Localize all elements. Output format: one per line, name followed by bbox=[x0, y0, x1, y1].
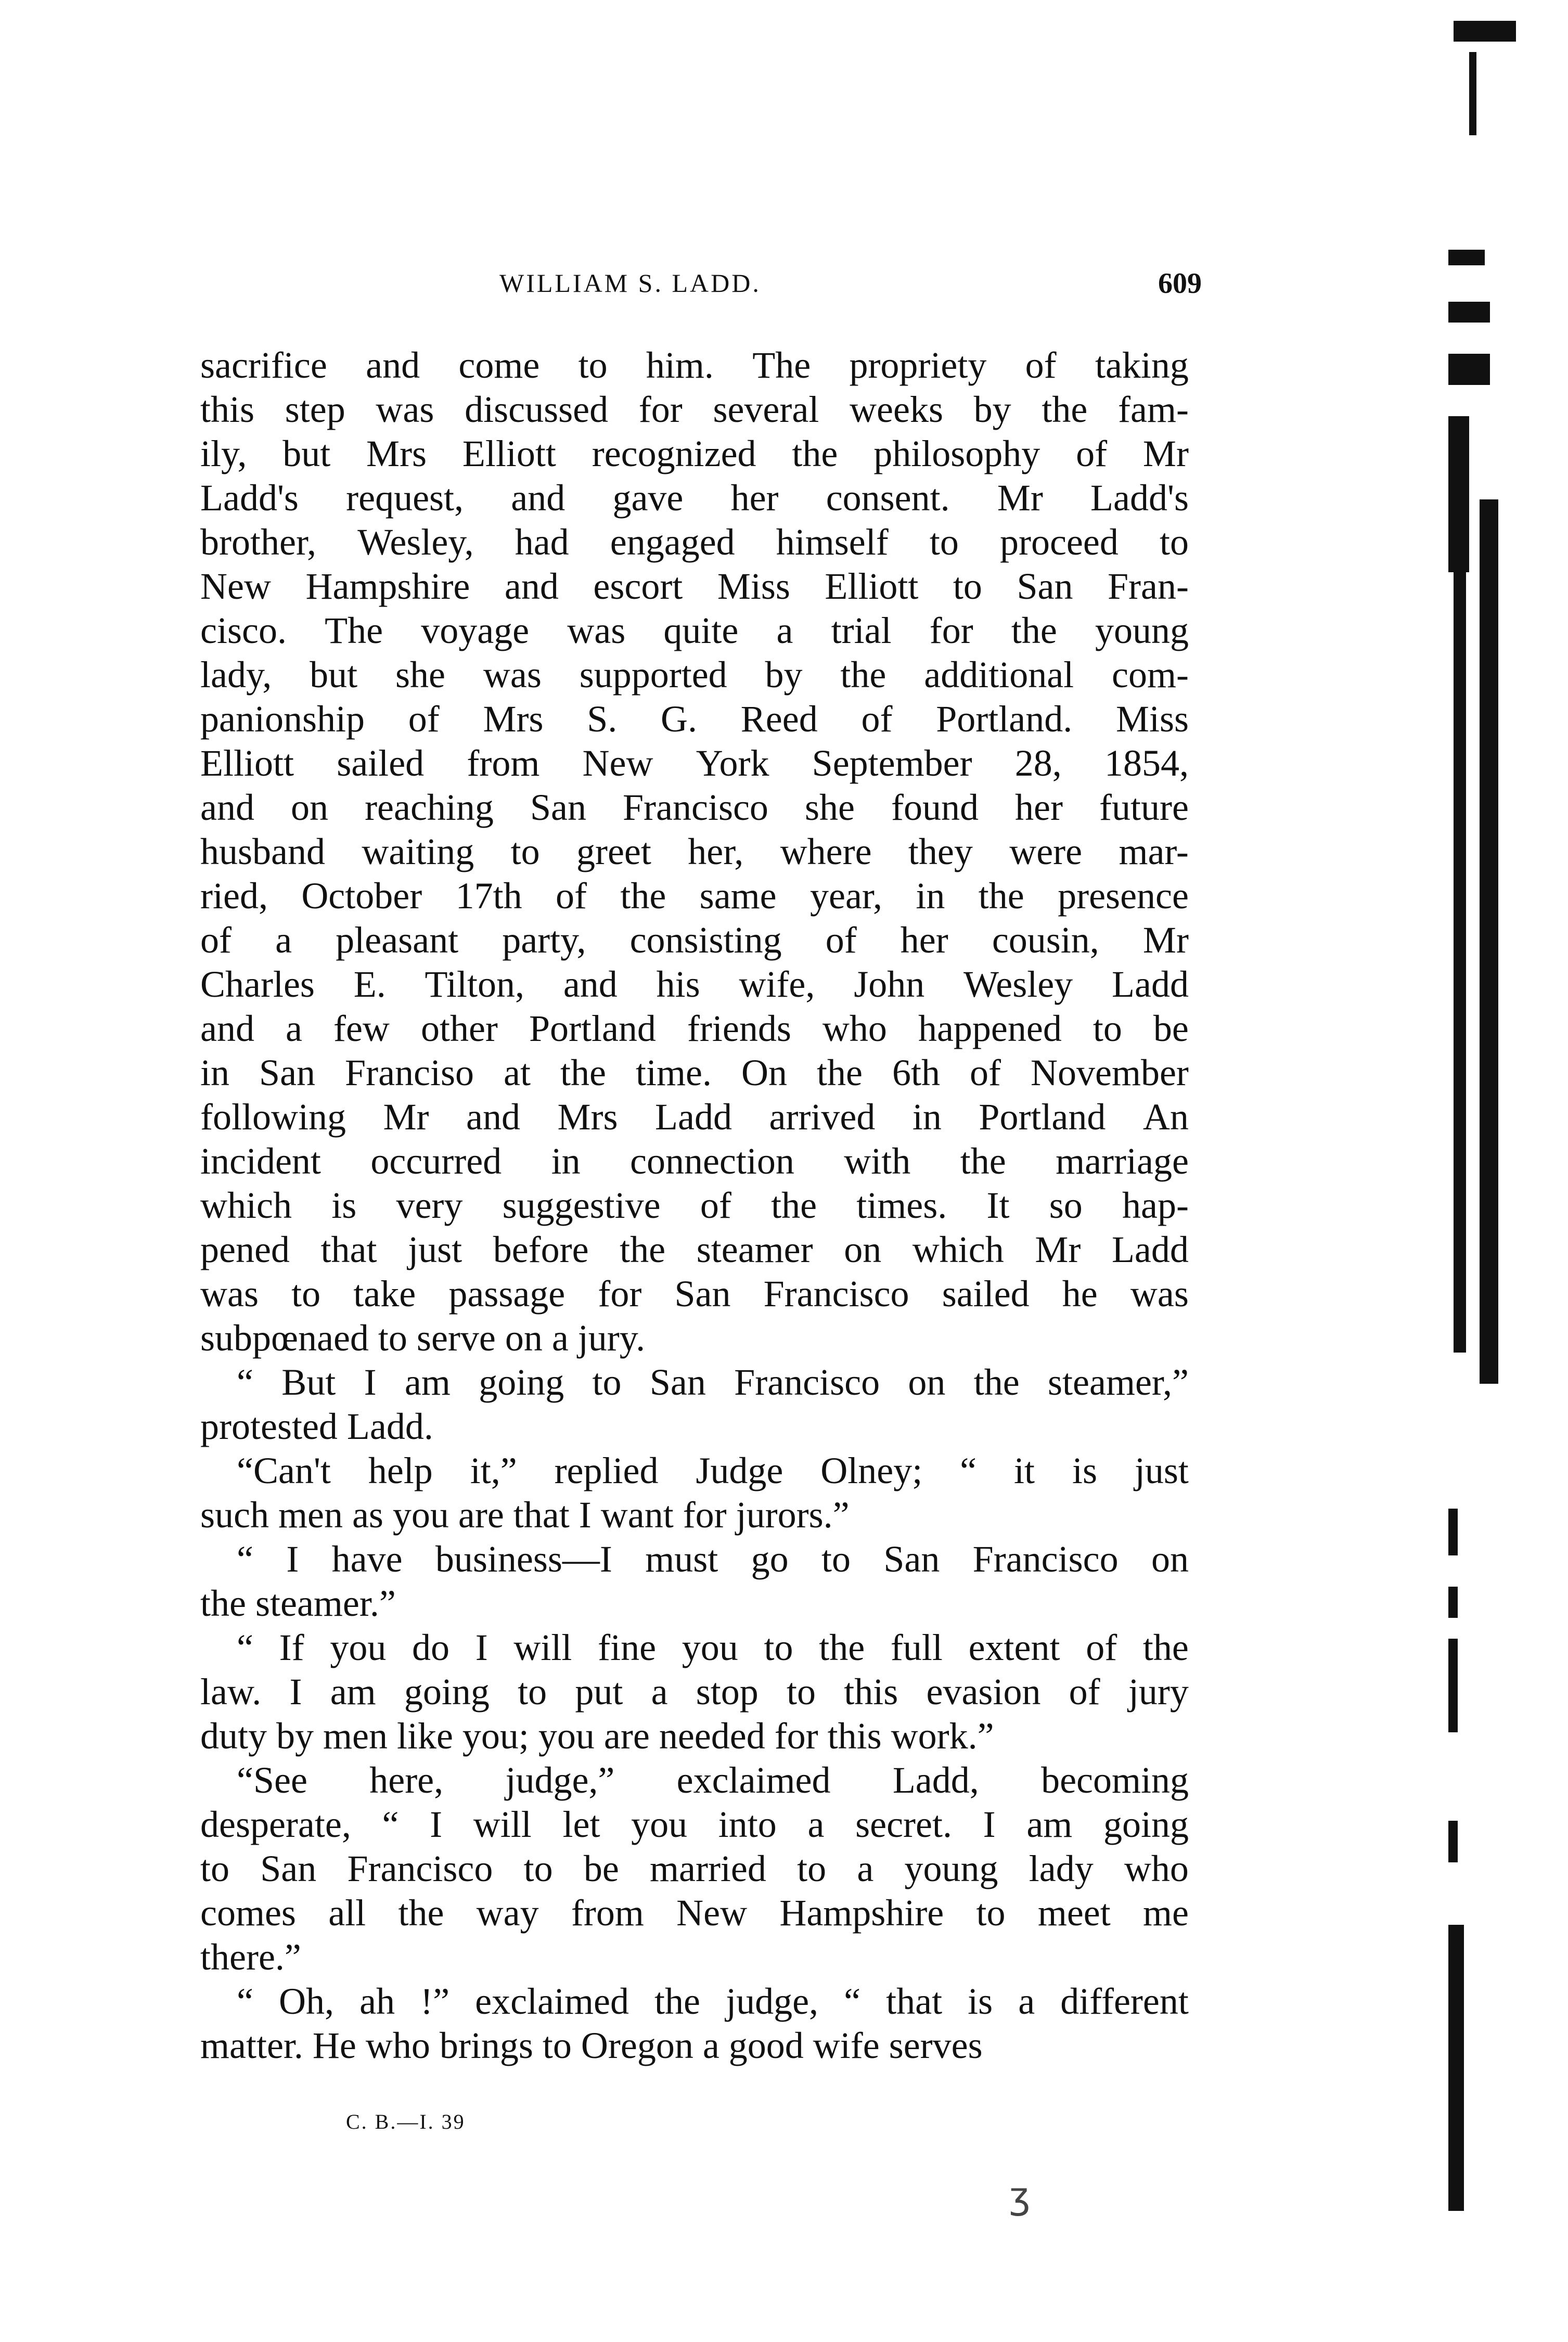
text-line: New Hampshire and escort Miss Elliott to San Fran- bbox=[200, 565, 1189, 607]
paragraph bbox=[200, 1626, 1189, 1758]
text-line: and a few other Portland friends who happened to be bbox=[200, 1008, 1189, 1049]
text-line: comes all the way from New Hampshire to meet me bbox=[200, 1892, 1189, 1934]
body-text bbox=[200, 343, 1189, 2068]
page-header bbox=[203, 263, 1202, 310]
text-line: which is very suggestive of the times. It so hap- bbox=[200, 1185, 1189, 1226]
text-line: husband waiting to greet her, where they were mar- bbox=[200, 831, 1189, 872]
text-line: law. I am going to put a stop to this evasion of jury bbox=[200, 1671, 1189, 1713]
text-line: of a pleasant party, consisting of her cousin, Mr bbox=[200, 919, 1189, 961]
running-head: WILLIAM S. LADD. bbox=[499, 268, 761, 298]
paragraph bbox=[200, 343, 1189, 1360]
pencil-mark: ʒ bbox=[1009, 2174, 1031, 2217]
text-line: desperate, “ I will let you into a secret. I am going bbox=[200, 1804, 1189, 1845]
text-line: this step was discussed for several weeks by the fam- bbox=[200, 389, 1189, 430]
text-line: “Can't help it,” replied Judge Olney; “ it is just bbox=[237, 1450, 1189, 1491]
text-line: in San Franciso at the time. On the 6th of November bbox=[200, 1052, 1189, 1093]
text-line: subpœnaed to serve on a jury. bbox=[200, 1317, 646, 1359]
text-line: lady, but she was supported by the additional com- bbox=[200, 654, 1189, 696]
paragraph bbox=[200, 1360, 1189, 1449]
text-line: panionship of Mrs S. G. Reed of Portland. Miss bbox=[200, 698, 1189, 740]
text-line: Elliott sailed from New York September 28, 1854, bbox=[200, 742, 1189, 784]
text-line: ily, but Mrs Elliott recognized the philosophy of Mr bbox=[200, 433, 1189, 474]
paragraph bbox=[200, 1537, 1189, 1626]
text-line: “ But I am going to San Francisco on the steamer,” bbox=[237, 1361, 1189, 1403]
paragraph bbox=[200, 1979, 1189, 2068]
page-number: 609 bbox=[1158, 267, 1202, 300]
paragraph bbox=[200, 1758, 1189, 1979]
text-line: brother, Wesley, had engaged himself to proceed to bbox=[200, 521, 1189, 563]
text-line: “See here, judge,” exclaimed Ladd, becoming bbox=[237, 1759, 1189, 1801]
text-line: and on reaching San Francisco she found her future bbox=[200, 787, 1189, 828]
paragraph bbox=[200, 1449, 1189, 1537]
text-line: Charles E. Tilton, and his wife, John Wesley Ladd bbox=[200, 963, 1189, 1005]
text-line: matter. He who brings to Oregon a good wife serves bbox=[200, 2025, 983, 2066]
text-line: was to take passage for San Francisco sailed he was bbox=[200, 1273, 1189, 1315]
signature-mark: C. B.—I. 39 bbox=[346, 2110, 466, 2133]
text-line: “ If you do I will fine you to the full extent of the bbox=[237, 1627, 1189, 1668]
text-line: sacrifice and come to him. The propriety of taking bbox=[200, 344, 1189, 386]
text-line: cisco. The voyage was quite a trial for the young bbox=[200, 610, 1189, 651]
text-line: such men as you are that I want for jurors.” bbox=[200, 1494, 850, 1536]
text-line: “ I have business—I must go to San Francisco on bbox=[237, 1538, 1189, 1580]
text-line: incident occurred in connection with the marriage bbox=[200, 1140, 1189, 1182]
text-line: protested Ladd. bbox=[200, 1406, 433, 1447]
text-line: pened that just before the steamer on which Mr Ladd bbox=[200, 1229, 1189, 1270]
text-line: there.” bbox=[200, 1936, 301, 1978]
text-line: duty by men like you; you are needed for this work.” bbox=[200, 1715, 994, 1757]
text-line: following Mr and Mrs Ladd arrived in Portland An bbox=[200, 1096, 1189, 1138]
scan-edge-artifact bbox=[1448, 0, 1532, 2342]
text-line: “ Oh, ah !” exclaimed the judge, “ that is a different bbox=[237, 1980, 1189, 2022]
text-line: ried, October 17th of the same year, in the presence bbox=[200, 875, 1189, 917]
text-line: the steamer.” bbox=[200, 1582, 396, 1624]
text-line: Ladd's request, and gave her consent. Mr Ladd's bbox=[200, 477, 1189, 519]
text-line: to San Francisco to be married to a young lady who bbox=[200, 1848, 1189, 1889]
